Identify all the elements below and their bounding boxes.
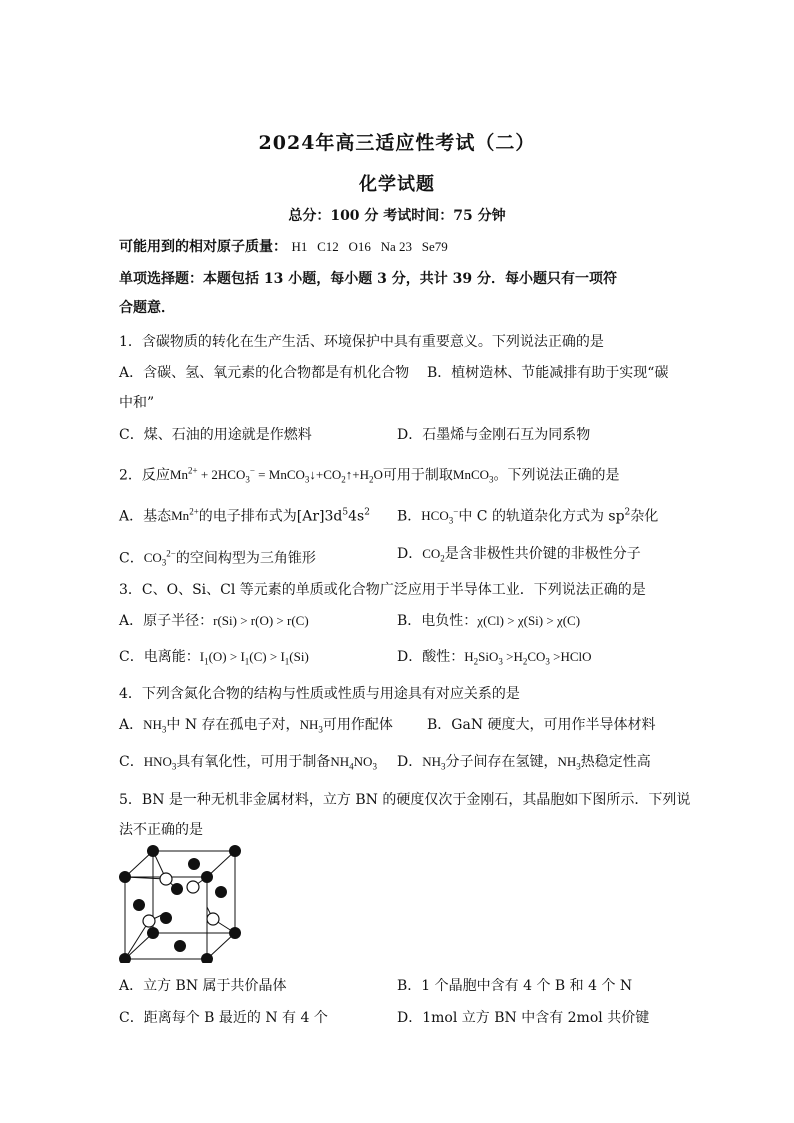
exam-meta: 总分：100 分 考试时间：75 分钟	[288, 208, 506, 224]
q4-d-nh3: $NH_3$	[422, 754, 446, 772]
atomic-mass-values: H1 C12 O16 Na 23 Se79	[291, 239, 448, 254]
q4-stem: 4．下列含氮化合物的结构与性质或性质与用途具有对应关系的是	[119, 686, 520, 702]
q3-option-c	[119, 647, 309, 672]
q2-d-post: 是含非极性共价键的非极性分子	[444, 546, 641, 562]
q2-product: MnCO$_3$	[452, 467, 494, 485]
q3-stem: 3．C、O、Si、Cl 等元素的单质或化合物广泛应用于半导体工业．下列说法正确的是	[119, 582, 646, 598]
q4-option-c: C．$HNO_3$具有氧化性，可用于制备$NH_4NO_3$	[119, 754, 377, 772]
q5-stem-line2: 法不正确的是	[119, 822, 203, 838]
q4-c-mid: 具有氧化性，可用于制备	[176, 754, 331, 770]
q2-suffix: 可用于制取	[382, 467, 453, 484]
q2-d-molecule: $CO_2$	[422, 546, 445, 564]
q3-option-a	[119, 611, 309, 631]
atomic-mass-line	[119, 237, 448, 257]
q2-a-ion: $Mn^{2+}$	[171, 507, 199, 524]
q4-option-b: B．GaN 硬度大，可用作半导体材料	[427, 717, 656, 733]
q2-reaction-equation: $Mn^{2+} + 2HCO_3^-$ = $MnCO_3↓+CO_2↑+H_2O$	[169, 466, 383, 485]
q2-stem	[119, 461, 620, 490]
q3-option-d	[397, 647, 592, 672]
q2-option-d: D．$CO_2$是含非极性共价键的非极性分子	[397, 546, 641, 564]
q5-option-c: C．距离每个 B 最近的 N 有 4 个	[119, 1010, 328, 1026]
atomic-mass-label: 可能用到的相对原子质量：	[119, 239, 287, 255]
q4-option-a: A．$NH_3$中 N 存在孤电子对，$NH_3$可用作配体	[119, 717, 393, 735]
q3-d-formula: $H_2SiO_3 >H_2CO_3$ >HClO	[464, 649, 592, 667]
bn-unit-cell-diagram	[117, 843, 247, 963]
q2-b-pre: B．	[397, 508, 422, 525]
q2-option-a: A．基态$Mn^{2+}$的电子排布式为$[Ar]3d^54s^2$	[119, 507, 370, 525]
q2-c-ion: $CO_3^{2-}$	[143, 549, 176, 568]
q2-b-post: 中 C 的轨道杂化方式为 sp	[458, 508, 625, 525]
q3-option-b	[397, 611, 580, 631]
q4-d-mid: 分子间存在氢键，	[445, 754, 558, 770]
q1-stem: 1．含碳物质的转化在生产生活、环境保护中具有重要意义。下列说法正确的是	[119, 334, 604, 350]
q1-option-a: A．含碳、氢、氧元素的化合物都是有机化合物	[119, 365, 410, 381]
q5-option-a: A．立方 BN 属于共价晶体	[119, 978, 287, 994]
q4-c-hno3: $HNO_3$	[143, 754, 177, 772]
q2-a-post: 的电子排布式为[Ar]3d	[198, 508, 343, 525]
q2-c-post: 的空间构型为三角锥形	[175, 550, 316, 567]
q4-a-mid: 中 N 存在孤电子对，	[166, 717, 300, 733]
q5-option-d: D．1mol 立方 BN 中含有 2mol 共价键	[397, 1010, 650, 1026]
section-heading-line1: 单项选择题：本题包括 13 小题，每小题 3 分，共计 39 分．每小题只有一项符	[119, 271, 617, 287]
q3-b-formula: χ(Cl) > χ(Si) > χ(C)	[477, 613, 581, 628]
q4-a-nh3-2: $NH_3$	[299, 717, 323, 735]
q4-option-d: D．$NH_3$分子间存在氢键，$NH_3$热稳定性高	[397, 754, 651, 772]
q3-b-label: B．电负性：	[397, 613, 478, 629]
q3-d-label: D．酸性：	[397, 649, 465, 665]
q5-option-b: B．1 个晶胞中含有 4 个 B 和 4 个 N	[397, 978, 633, 994]
section-heading-line2: 合题意．	[119, 300, 175, 316]
q1-option-d: D．石墨烯与金刚石互为同系物	[397, 427, 591, 443]
q2-prefix: 2．反应	[119, 467, 170, 484]
q1-option-b-cont: 中和”	[119, 395, 155, 411]
q2-option-c: C．$CO_3^{2-}$的空间构型为三角锥形	[119, 549, 316, 568]
q2-a-pre: A．基态	[119, 508, 172, 525]
q4-d-end: 热稳定性高	[580, 754, 651, 770]
q4-c-nh4no3: $NH_4NO_3$	[330, 754, 377, 772]
q1-option-b: B．植树造林、节能减排有助于实现“碳	[427, 365, 669, 381]
q5-stem-line1: 5．BN 是一种无机非金属材料，立方 BN 的硬度仅次于金刚石，其晶胞如下图所示．下列说	[119, 792, 691, 808]
subject-title: 化学试题	[359, 174, 435, 195]
q2-tail: 。下列说法正确的是	[493, 467, 620, 484]
q4-a-end: 可用作配体	[322, 717, 393, 733]
exam-title: 2024年高三适应性考试（二）	[258, 132, 536, 154]
q4-a-nh3: $NH_3$	[143, 717, 167, 735]
q3-a-label: A．原子半径：	[119, 613, 214, 629]
q4-d-nh3-2: $NH_3$	[557, 754, 581, 772]
q1-option-c: C．煤、石油的用途就是作燃料	[119, 427, 312, 443]
q2-b-end: 杂化	[630, 508, 659, 525]
q3-c-formula: $I_1(O) > I_1(C) > I_1(Si)$	[199, 649, 309, 667]
q2-option-b: B．$HCO_3^-$中 C 的轨道杂化方式为 $sp^2$杂化	[397, 507, 659, 526]
q3-c-label: C．电离能：	[119, 649, 200, 665]
q3-a-formula: r(Si) > r(O) > r(C)	[213, 613, 309, 628]
q2-b-ion: $HCO_3^-$	[421, 507, 459, 526]
